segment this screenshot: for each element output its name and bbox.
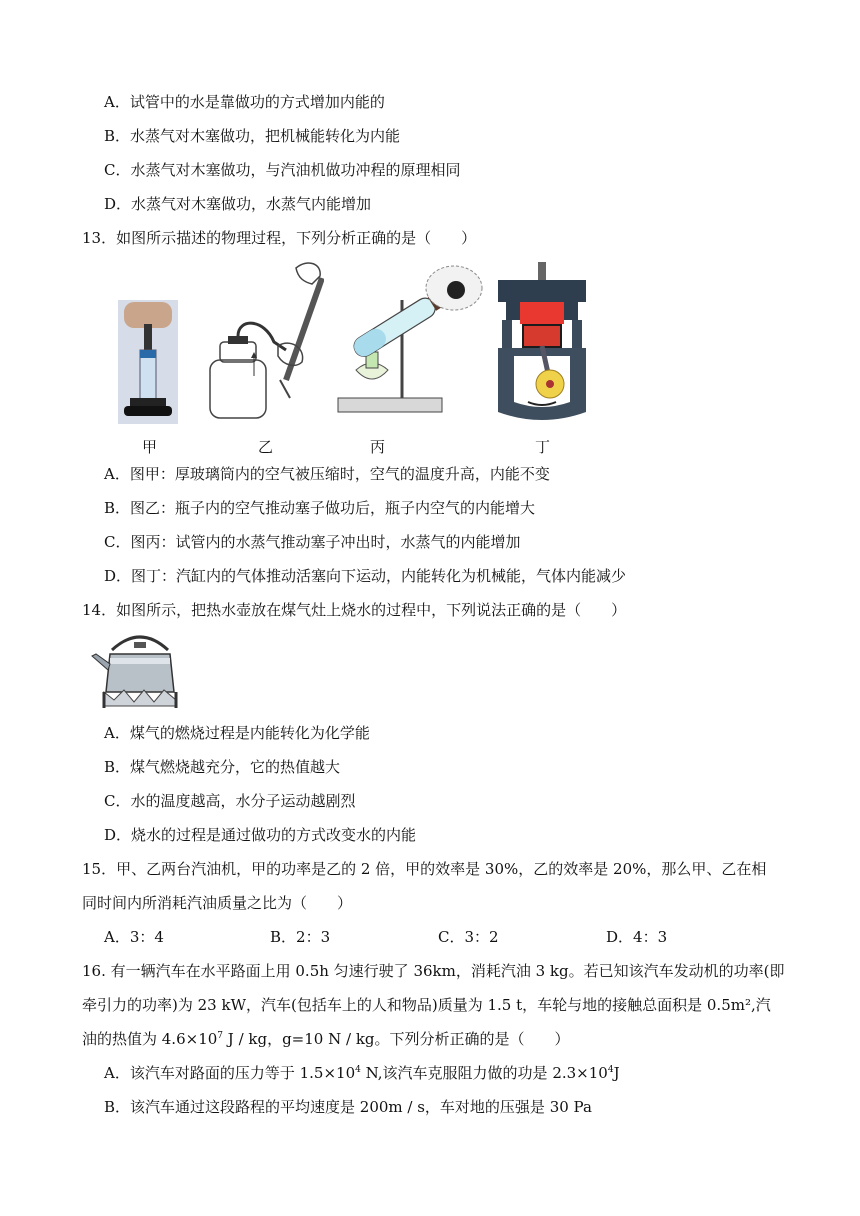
q14-option-b: B．煤气燃烧越充分，它的热值越大 [104,758,341,776]
q13-option-c: C．图丙：试管内的水蒸气推动塞子冲出时，水蒸气的内能增加 [104,533,521,551]
figure-bing-test-tube [336,260,486,416]
q12-option-b: B．水蒸气对木塞做功，把机械能转化为内能 [104,127,401,145]
q15-option-d: D．4：3 [606,928,668,946]
q16-line3-pre: 油的热值为 4.6×10 [82,1030,218,1048]
q13-option-b: B．图乙：瓶子内的空气推动塞子做功后，瓶子内空气的内能增大 [104,499,536,517]
q15-stem-line2: 同时间内所消耗汽油质量之比为（ ） [82,894,353,912]
caption-yi: 乙 [258,438,274,456]
figure-ding-engine [494,262,590,422]
q14-stem: 14．如图所示，把热水壶放在煤气灶上烧水的过程中，下列说法正确的是（ ） [82,601,627,619]
q14-option-d: D．烧水的过程是通过做功的方式改变水的内能 [104,826,417,844]
q12-option-a: A．试管中的水是靠做功的方式增加内能的 [104,93,385,111]
caption-bing: 丙 [370,438,386,456]
q15-option-c: C．3：2 [438,928,499,946]
q16-stem-line1: 16. 有一辆汽车在水平路面上用 0.5h 匀速行驶了 36km，消耗汽油 3 kg。若已知该汽车发动机的功率(即 [82,962,785,980]
q16-line3-sup: 7 [217,1031,224,1041]
q16-stem-line3 [82,1029,570,1049]
q15-stem-line1: 15．甲、乙两台汽油机，甲的功率是乙的 2 倍，甲的效率是 30%，乙的效率是 20%，那么甲、乙在相 [82,860,767,878]
q14-option-c: C．水的温度越高，水分子运动越剧烈 [104,792,356,810]
q14-option-a: A．煤气的燃烧过程是内能转化为化学能 [104,724,370,742]
q12-option-d: D．水蒸气对木塞做功，水蒸气内能增加 [104,195,372,213]
q15-option-a: A．3：4 [104,928,164,946]
figure-jia-syringe [118,300,178,424]
q13-option-d: D．图丁：汽缸内的气体推动活塞向下运动，内能转化为机械能，气体内能减少 [104,567,627,585]
caption-ding: 丁 [535,438,551,456]
q16-opta-mid: N,该汽车克服阻力做的功是 2.3×10 [360,1064,608,1082]
q16-option-b: B．该汽车通过这段路程的平均速度是 200m / s，车对地的压强是 30 Pa [104,1098,592,1116]
q13-stem: 13．如图所示描述的物理过程，下列分析正确的是（ ） [82,229,477,247]
figure-kettle-on-stove [90,630,182,710]
caption-jia: 甲 [142,438,158,456]
q16-opta-sup1: 4 [355,1065,361,1075]
q16-stem-line2: 牵引力的功率)为 23 kW，汽车(包括车上的人和物品)质量为 1.5 t，车轮与地的接触总面积是 0.5m²,汽 [82,996,771,1014]
figure-yi-bottle-pump [204,258,324,420]
q13-option-a: A．图甲：厚玻璃筒内的空气被压缩时，空气的温度升高，内能不变 [104,465,550,483]
q16-opta-sup2: 4 [607,1065,614,1075]
q16-opta-pre: A．该汽车对路面的压力等于 1.5×10 [104,1064,356,1082]
q12-option-c: C．水蒸气对木塞做功，与汽油机做功冲程的原理相同 [104,161,461,179]
q15-option-b: B．2：3 [270,928,331,946]
q16-opta-post: J [613,1064,620,1082]
q16-line3-post: J / kg，g=10 N / kg。下列分析正确的是（ ） [223,1030,570,1048]
q16-option-a [104,1063,620,1083]
